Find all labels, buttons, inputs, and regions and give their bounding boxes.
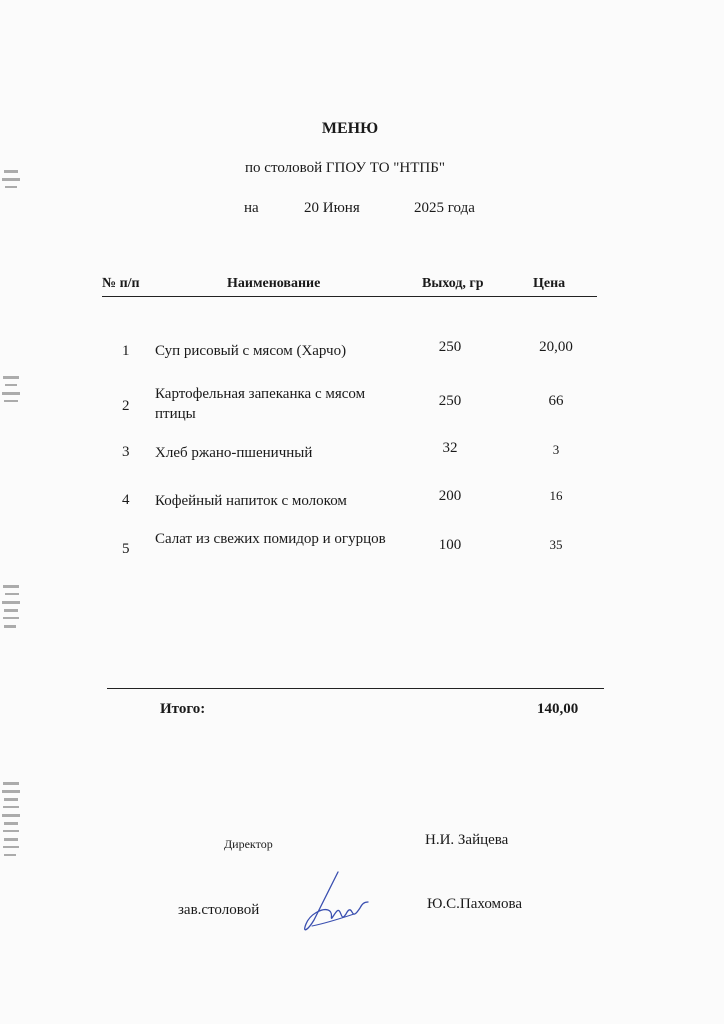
column-header-name: Наименование [227, 276, 321, 291]
row-1-number: 1 [122, 343, 130, 359]
row-3-number: 3 [122, 444, 130, 460]
row-3-price: 3 [552, 442, 560, 457]
row-1-price: 20,00 [539, 339, 573, 355]
row-2-price: 66 [548, 393, 564, 409]
document-title: МЕНЮ [321, 120, 379, 137]
row-2-number: 2 [122, 398, 130, 414]
date-prefix: на [244, 200, 259, 216]
row-4-price: 16 [549, 488, 563, 503]
director-name: Н.И. Зайцева [425, 832, 509, 848]
row-4-output: 200 [438, 488, 462, 504]
row-5-price: 35 [549, 537, 563, 552]
director-role: Директор [224, 837, 273, 851]
row-4-name: Кофейный напиток с молоком [155, 493, 347, 509]
total-divider [107, 688, 604, 689]
scan-edge-marks [0, 0, 24, 1024]
row-1-output: 250 [438, 339, 462, 355]
date-year: 2025 года [414, 200, 475, 216]
column-header-output: Выход, гр [422, 276, 484, 291]
row-1-name: Суп рисовый с мясом (Харчо) [155, 343, 347, 359]
column-header-price: Цена [533, 276, 566, 291]
row-5-output: 100 [438, 537, 462, 553]
row-2-name: Картофельная запеканка с мясом птицы [155, 386, 366, 422]
row-2-output: 250 [438, 393, 462, 409]
handwritten-signature [292, 868, 372, 940]
row-4-number: 4 [122, 492, 130, 508]
column-header-number: № п/п [102, 276, 140, 291]
header-divider [102, 296, 597, 297]
row-5-name: Салат из свежих помидор и огурцов [155, 531, 386, 547]
date-day: 20 Июня [304, 200, 360, 216]
canteen-manager-role: зав.столовой [178, 902, 260, 918]
row-5-number: 5 [122, 541, 130, 557]
row-3-name: Хлеб ржано-пшеничный [155, 445, 313, 461]
canteen-manager-name: Ю.С.Пахомова [427, 896, 523, 912]
row-3-output: 32 [442, 440, 458, 456]
total-label: Итого: [160, 701, 206, 717]
document-subtitle: по столовой ГПОУ ТО "НТПБ" [245, 160, 445, 176]
total-value: 140,00 [537, 701, 579, 717]
